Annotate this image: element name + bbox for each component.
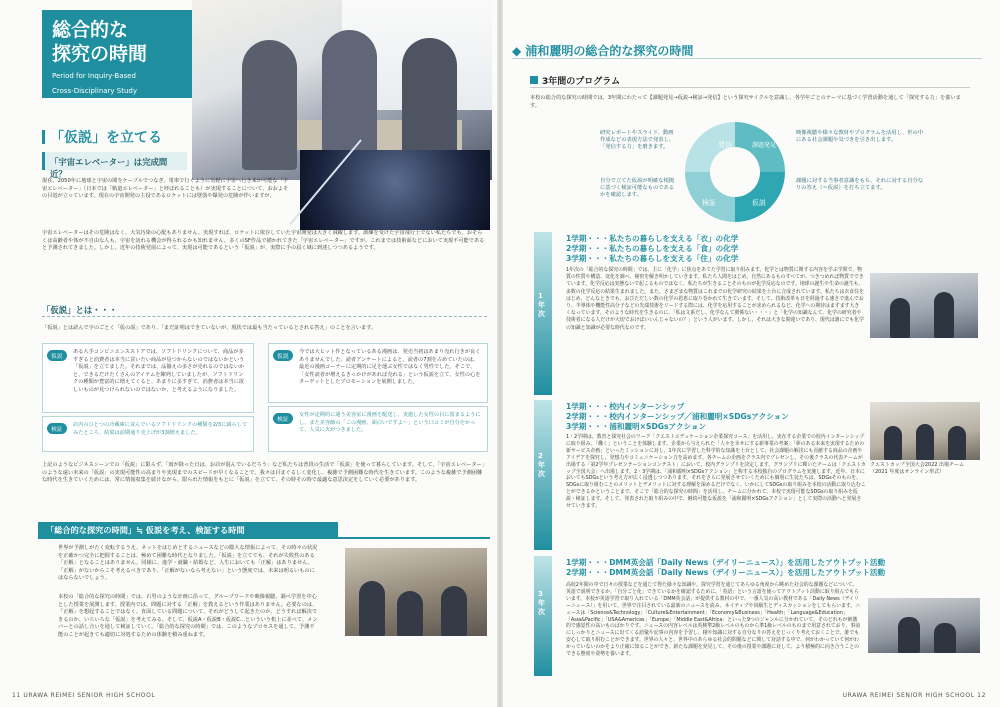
cycle-label-hypothesis: 仮説	[752, 199, 766, 207]
right-page	[500, 0, 1000, 707]
box-c-text: 今では大ヒット作となっているある漫画は、発売当初はあまり売れ行きが良くありませんでした。読者アンケートによると、読者の7割を占めていたのは、最近の漫画コーナーに定期的に足を運ぶ女性ではなく男性でした。そこで、「女性読者が増えるきっかけがあれば売れる」という仮説を立て、女性の心をターゲットとしたプロモーションを展開しました。	[299, 349, 481, 386]
box-a-text: ある大手コンビニエンスストアでは、ソフトドリンクについて、商品が多すぎると消費者は本当に買いたい商品が見つからないのではないかという「仮説」を立てました。それまでは、品揃えの多さが売れるのではないかと、できるだけたくさんのアイテムを陳列していましたが、ソフトドリンクの種類が豊富的に増えてくると、あまりに多すぎて、消費者は本当に欲しいものが見つけられないのではないか、と考えるようになりました。	[73, 349, 245, 393]
title-en-2: Cross-Disciplinary Study	[52, 87, 138, 95]
tag-verification: 検証	[273, 413, 293, 424]
intro-paragraph-1: 現在、2050年に地球と宇宙の間をケーブルでつなぎ、電車で行くように気軽に宇宙へ行き来が可能な「宇宙エレベーター」（日本では「軌道エレベーター」と呼ばれることも）が実現することについて、おおよその目処が立っています。現在の宇宙開発の主役であるロケットには墜落や爆発の危険が伴いますが、	[42, 178, 289, 200]
y1-term2: 2学期・・・私たちの暮らしを支える「食」の化学	[566, 244, 739, 253]
inquiry-paragraph-1: 世界が予測しがたく変転するうえ、ネットをはじめとするニュースなどの膨大な情報によって、その時々の状況を正確かつ完全に把握することは、極めて困難な時代となりました。「仮説」を立てても、それが失敗性のある「正解」となることはありません。同様に、進学・就職・結婚など、人生においても「正解」はありません。「正解」がないからこそ考えるべきであり、「正解がないなら考えない」という態度では、未来は明るいものにはならないでしょう。	[58, 545, 318, 582]
cycle-label-verify: 検証	[702, 199, 716, 207]
example-box-hypothesis-2	[268, 343, 488, 403]
cycle-label-send: 発信	[718, 141, 732, 149]
quest-cup-photo	[870, 402, 980, 460]
right-title-text: 浦和麗明の総合的な探究の時間	[525, 44, 694, 58]
program-title: 3年間のプログラム	[530, 74, 970, 88]
example-box-verification-1	[42, 416, 254, 452]
title-box	[42, 10, 192, 98]
inquiry-cycle-diagram	[680, 117, 790, 227]
definition-text: 「仮説」とは読んで字のごとく「仮の説」であり、「まだ証明はできていないが、現状では最も当たっているとされる答え」のことを言います。	[42, 325, 377, 331]
y1-term1: 1学期・・・私たちの暮らしを支える「衣」の化学	[566, 234, 739, 243]
box-d-text: 女性が定期的に通う美容室に漫画を配送し、実施した女性の目に留まるようにし、また美容師の「この漫画、面白いですよ～」という口コミが自分をかって、人気に火がつきました。	[299, 412, 481, 434]
inquiry-band: 「総合的な探究の時間」≒ 仮説を考え、検証する時間	[38, 522, 338, 538]
quest-cup-caption: クエストカップ全国大会2022 出場チーム（2021 年度はオンライン形式）	[870, 462, 965, 475]
y3-term2: 2学期・・・DMM英会話「Daily News（デイリーニュース）」を活用したアウトプット活動	[566, 568, 886, 577]
group-work-photo	[345, 548, 487, 636]
year-3-label: 3年次	[538, 590, 545, 616]
title-jp-1: 総合的な	[52, 19, 129, 41]
example-box-hypothesis-1	[42, 343, 254, 413]
note-discovery: 映像視聴や様々な教材やプログラムを活用し、世の中にある社会課題や気づきを引き出します。	[796, 130, 924, 144]
year-2-label: 2年次	[538, 452, 545, 478]
y2-term1: 1学期・・・校内インターンシップ	[566, 402, 685, 411]
note-verify: 自分で立てた仮説が明確な根拠に基づく検証可能なものであるかを確認します。	[600, 178, 675, 199]
right-title	[512, 42, 693, 59]
mid-paragraph: 上記のようなビジネスシーンでの「仮説」に限らず、「雨が降った日は、お店が混んでいるだろう」など私たちは普段の生活で「仮説」を使って暮らしています。そして、「宇宙エレベーター」のような遠い未来の「仮説」の実現可能性の高まりや実現までのスピードが早くなることで、我々は目まぐるしく変化し、複雑で予測困難な時代を生きています。このような複雑で予測困難な時代を生きていくためには、常に情報収集を続けながら、限られた情報をもとに「仮説」を立てて、その時その時で最適な意思決定をしていく必要があります。	[42, 462, 487, 484]
footer-right: URAWA REIMEI SENIOR HIGH SCHOOL 12	[842, 692, 986, 699]
y3-text: 高校2年間の中で日々の授業などを通じて得た様々な知識や、探究学習を通じてあらゆる角度から眺めた社会的な課題などについて、英語で説明できるか、「自分ごと化」できているかを確認するために、「英語」という言語を使ってアウトプット活動に取り組んでもらいます。本校が英語学習で取り入れている「DMM英会話」が提供する教材の中で、一番人気の高い教材である「Daily News（デイリーニュース）」を用いて、世界で注目されている最新のニュースを読み、ネイティブや同級生とディスカッションをしてもらいます。ニュースは「Science&Technology」「Culture&Entertainment」「Economy&Business」「Health」「Language&Education」「Asia&Pacific」「USA&Americas」「Europe」「Middle East&Africa」といった9つのジャンルに分かれていて、そのどれもが刺激的で感覚性の高いものばかりです。ニュースの内容レベルは英検準2級レベルのものから準1級レベルのものまで用意されており、事前にしっかりとニュースに出てくる語彙や記事の内容を予習し、積や知識に対する自分なりの答えをじっくり考えておくことで、誰でも安心して取り組むことができます。世界の人々と、世界中のあらゆる社会的問題などに関して対話する中で、何がわかっていて何がわかっていないのかをより正確に知ることができ、新たな課題を発見して、その後の授業や課題に対して、より積極的に向き合うことのできる態度や姿勢を養います。	[566, 582, 861, 658]
space-elevator-illustration	[300, 150, 490, 230]
cycle-segment-hypothesis	[735, 172, 785, 222]
title-rule	[512, 58, 982, 59]
dmm-english-photo	[868, 598, 980, 653]
y3-term1: 1学期・・・DMM英会話「Daily News（デイリーニュース）」を活用したアウトプット活動	[566, 558, 886, 567]
tag-hypothesis: 仮説	[273, 350, 293, 361]
note-send: 研究レポートやスライド、動画作成などの表現方法で発表し、「発信する力」を磨きます。	[600, 130, 675, 151]
footer-left: 11 URAWA REIMEI SENIOR HIGH SCHOOL	[12, 692, 156, 699]
section-title: 「仮説」を立てる	[42, 127, 162, 147]
tag-verification: 検証	[47, 423, 67, 434]
dots-title: 「仮説」とは・・・	[42, 304, 487, 316]
y2-text: 1・2学期は、教育と探究社会のワーク「クエストエデュケーション企業探究コース」を活用し、実在する企業での校内インターンシップに取り組み、「働く」ということを体験します。企業から与えられた「人々を幸せにする新事業の考案」「夢のある未来を実現するための新サービス企画」といったミッションに対し、1年次に学習した科学的な知識を土台として、社会課題の解決にも貢献する商品の企画やアイデアを探究し、発想力やコミュニケーション力を高めます。各チームの企画をクラス内でプレゼンし、その後クラスの代表チームが出場する「第2学年プレゼンテーションコンテスト」において、校内グランプリを決定します。グランプリに輝いたチームは「クエストカップ全国大会」へ出場します。2・3学期は、「浦和麗明×SDGsアクション」と称する本校独自のプログラムを実施します。近年、日本においてもSDGsという考え方が広く浸透しつつあります。それをさらに発展させていくためにも個別に生徒たちは、SDGsそのものを、SDGsに取り組むことのメリットとデメリットに対する理解を深めるだけでなく、いかにしてSDGsの取り組みを本校の活動に取り込むことができるかということまで、そこで「総合的な探究の時間」を活用し、チームに分かれて、本校で実現可能なSDGsの取り組みを仮説・検証します。そして、発表された取り組みの中で、継続可能な仮説を「浦和麗明×SDGsアクション」として実際の活動へと発展させていきます。	[566, 434, 866, 510]
y2-term2: 2学期・・・校内インターンシップ／浦和麗明×SDGsアクション	[566, 412, 789, 421]
example-box-verification-2	[268, 406, 488, 452]
title-jp-2: 探究の時間	[52, 43, 148, 65]
lab-photo	[870, 273, 978, 338]
title-en-1: Period for Inquiry-Based	[52, 72, 136, 80]
y2-term3: 3学期・・・浦和麗明×SDGsアクション	[566, 422, 707, 431]
y1-text: 1年次の「総合的な探究の時間」では、主に「化学」に焦点をあてた学習に取り組みます。化学とは物質に関する内容を学ぶ学問で、物質の性質や構造、変化を調べ、秘密を解き明かしていきます。私たち人間をはじめ、自然にあるものすべてが、つきつめれば物質でできています。化学反応は実態ないで起こるものではなく、私たちが生きることそのものが化学反応なのです。地球の誕生や生命の誕生も、多数の化学反応の結果生まれました。また、さまざまな物質はこれまでの化学研究の結果を土台に合成されています。私たちは衣食住をはじめ、どんなときでも、おびただしい数の化学の恩恵に取り巻かれて生きています。そして、技術改革も日を経過する速さで進んでおり、半導体や機能性高分子などの先端技術をリードする際には、化学を応用することが求められるなど、化学への期待はますます大きくなっています。そのような時代を生きるのに、「私は文系だし、化学なんて関係ない・・・」と「化学の知識なんて、化学の研究者や技術者になる人だけが大切でおけばいいんじゃないの？」という人がいます。しかし、それは大きな間違いであり、現代は誰にでも化学の知識と知識が必要な時代なのです。	[566, 267, 864, 331]
tag-hypothesis: 仮説	[47, 350, 67, 361]
y1-term3: 3学期・・・私たちの暮らしを支える「住」の化学	[566, 254, 739, 263]
inquiry-paragraph-2: 本校の「総合的な探究の時間」では、石男のような計画に沿って、グループワークや映像視聴、調べ学習を中心とした授業を展開します。授業内では、問題に対する「正解」を教えるという作業はありません。必要なのは、「正解」を想起することではなく、直面している問題について、それがどうして起きたのか、どうすれば解決できるのか、いろいろな「仮説」を考えてみる。そして、仮説A・仮説B・仮説C…といういう机上に並べて、メンバーとの話し合いを通して検証していく。「総合的な探究の時間」では、このようなプロセスを通して、予測不能のことが起きても適切に対処するための体験を積み重ねます。	[58, 594, 318, 638]
year-1-label: 1年次	[538, 292, 545, 318]
box-b-text: 店内のひとつの冷蔵庫に並んでいるソフトドリンクの種類を2/3に減らしてみたところ、結果は前期通り売上げが3割増えました。	[73, 422, 248, 436]
program-lead: 本校の総合的な探究の時間では、3年間にわたって【課題発見→仮説→検証→発信】という探究サイクルを意識し、各学年ごとのテーマに基づく学習活動を通して「探究する力」を養います。	[530, 95, 961, 109]
band-rule	[38, 537, 490, 539]
leaf-icon: ◆	[512, 44, 526, 58]
sub-title: 「宇宙エレベーター」は完成間近？	[42, 152, 187, 170]
cycle-label-discovery: 課題発見	[752, 142, 777, 149]
note-hypothesis: 課題に対する当事者意識をもち、それに対する自分なりの答え（＝仮説）を打ち立てます。	[796, 178, 924, 192]
cycle-segment-verify	[685, 172, 735, 222]
intro-paragraph-2: 宇宙エレベーターはその危険はなく、大気汚染の心配もありません。実現すれば、ロケットに依存していた宇宙開発は大きく飛躍します。訓練を受けた宇宙飛行士でない私たちでも、おそらくは高齢者や体が不自由な人も、宇宙を訪れる機会が得られるかも知れません。多くのSF作品で描かれてきた「宇宙エレベーター」ですが、これまでは技術面などにおいて実現不可能であると予測されてきました。しかし、近年の技術発展によって、実現は可能であるという「仮説」が、実際に手の届く域に到達しつつあるようです。	[42, 230, 485, 252]
